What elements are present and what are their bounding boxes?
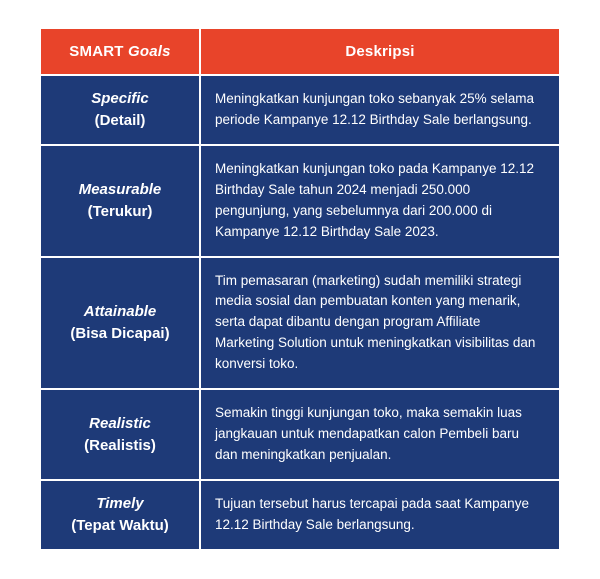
term-name: Realistic xyxy=(89,414,151,432)
column-header-smart-goals xyxy=(40,28,200,75)
term-subtitle: (Realistis) xyxy=(84,436,156,454)
term-cell-specific xyxy=(40,75,200,145)
table-row xyxy=(40,389,560,480)
term-subtitle: (Bisa Dicapai) xyxy=(70,324,170,342)
description-cell-measurable: Meningkatkan kunjungan toko pada Kampanye 12.12 Birthday Sale tahun 2024 menjadi 250.000 pengunjung, yang sebelumnya dari 200.000 di Kampanye 12.12 Birthday Sale 2023. xyxy=(200,145,560,257)
table-body xyxy=(40,75,560,550)
description-cell-timely: Tujuan tersebut harus tercapai pada saat Kampanye 12.12 Birthday Sale berlangsung. xyxy=(200,480,560,550)
table-row xyxy=(40,145,560,257)
column-header-deskripsi: Deskripsi xyxy=(200,28,560,75)
term-subtitle: (Detail) xyxy=(94,111,146,129)
term-subtitle: (Tepat Waktu) xyxy=(71,516,169,534)
smart-goals-table xyxy=(40,28,560,550)
column-header-smart-prefix: SMART xyxy=(69,43,128,60)
table-header-row xyxy=(40,28,560,75)
table-row xyxy=(40,75,560,145)
column-header-goals-italic: Goals xyxy=(128,43,171,60)
term-cell-measurable xyxy=(40,145,200,257)
term-name: Specific xyxy=(91,90,149,108)
term-name: Attainable xyxy=(83,303,157,321)
term-cell-attainable xyxy=(40,257,200,390)
description-cell-attainable: Tim pemasaran (marketing) sudah memiliki strategi media sosial dan pembuatan konten yang menarik, serta dapat dibantu dengan program Affiliate Marketing Solution untuk meningkatkan visibilitas dan konversi toko. xyxy=(200,257,560,390)
term-cell-realistic xyxy=(40,389,200,480)
table-row xyxy=(40,257,560,390)
term-cell-timely xyxy=(40,480,200,550)
term-name: Timely xyxy=(96,495,144,513)
description-cell-realistic: Semakin tinggi kunjungan toko, maka semakin luas jangkauan untuk mendapatkan calon Pembeli baru dan meningkatkan penjualan. xyxy=(200,389,560,480)
term-subtitle: (Terukur) xyxy=(87,202,153,220)
table-row xyxy=(40,480,560,550)
table-header xyxy=(40,28,560,75)
term-name: Measurable xyxy=(78,180,162,198)
description-cell-specific: Meningkatkan kunjungan toko sebanyak 25% selama periode Kampanye 12.12 Birthday Sale berlangsung. xyxy=(200,75,560,145)
